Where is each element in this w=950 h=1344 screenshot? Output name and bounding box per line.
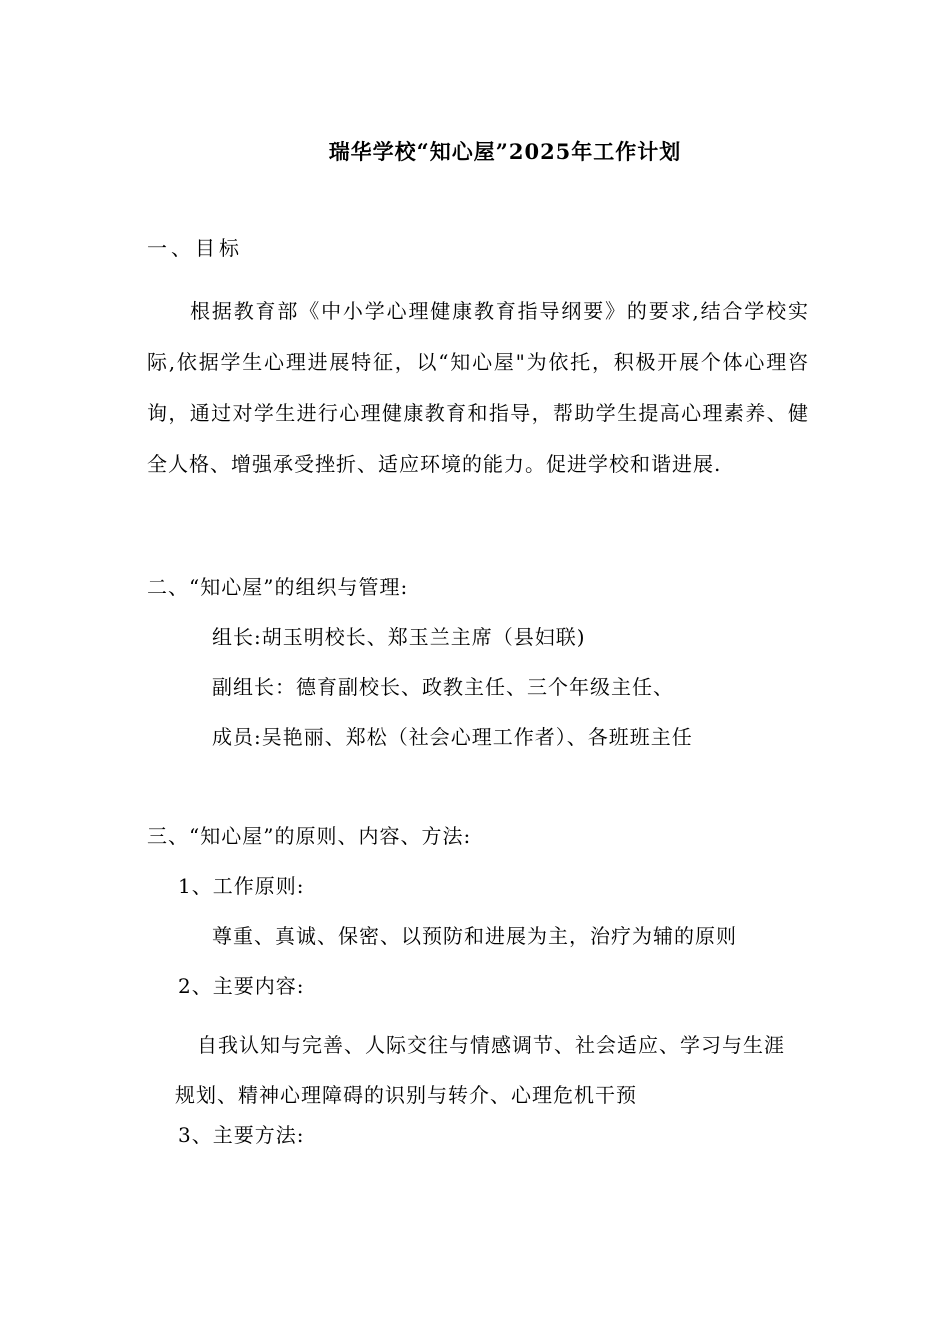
organization-members: 成员:吴艳丽、郑松（社会心理工作者）、各班班主任	[212, 725, 693, 749]
item3-label: 3、主要方法:	[178, 1123, 305, 1147]
section1-paragraph: 根据教育部《中小学心理健康教育指导纲要》的要求,结合学校实际,依据学生心理进展特征，以“知心屋"为依托，积极开展个体心理咨询，通过对学生进行心理健康教育和指导，帮助学生提高心理素养、健全人格、增强承受挫折、适应环境的能力。促进学校和谐进展.	[147, 299, 809, 476]
section3-heading: 三、“知心屋”的原则、内容、方法:	[147, 824, 472, 848]
item2-label: 2、主要内容:	[178, 974, 305, 998]
section2-heading: 二、“知心屋”的组织与管理:	[147, 575, 409, 599]
organization-leader: 组长:胡玉明校长、郑玉兰主席（县妇联)	[212, 625, 586, 649]
section1-heading: 一、目标	[147, 236, 243, 260]
document-title: 瑞华学校“知心屋”2025年工作计划	[328, 139, 682, 164]
organization-deputy: 副组长：德育副校长、政教主任、三个年级主任、	[212, 675, 674, 699]
item1-text: 尊重、真诚、保密、以预防和进展为主，治疗为辅的原则	[212, 924, 737, 948]
item2-text: 自我认知与完善、人际交往与情感调节、社会适应、学习与生涯规划、精神心理障碍的识别与转介、心理危机干预	[175, 1033, 785, 1107]
item1-label: 1、工作原则:	[178, 874, 305, 898]
